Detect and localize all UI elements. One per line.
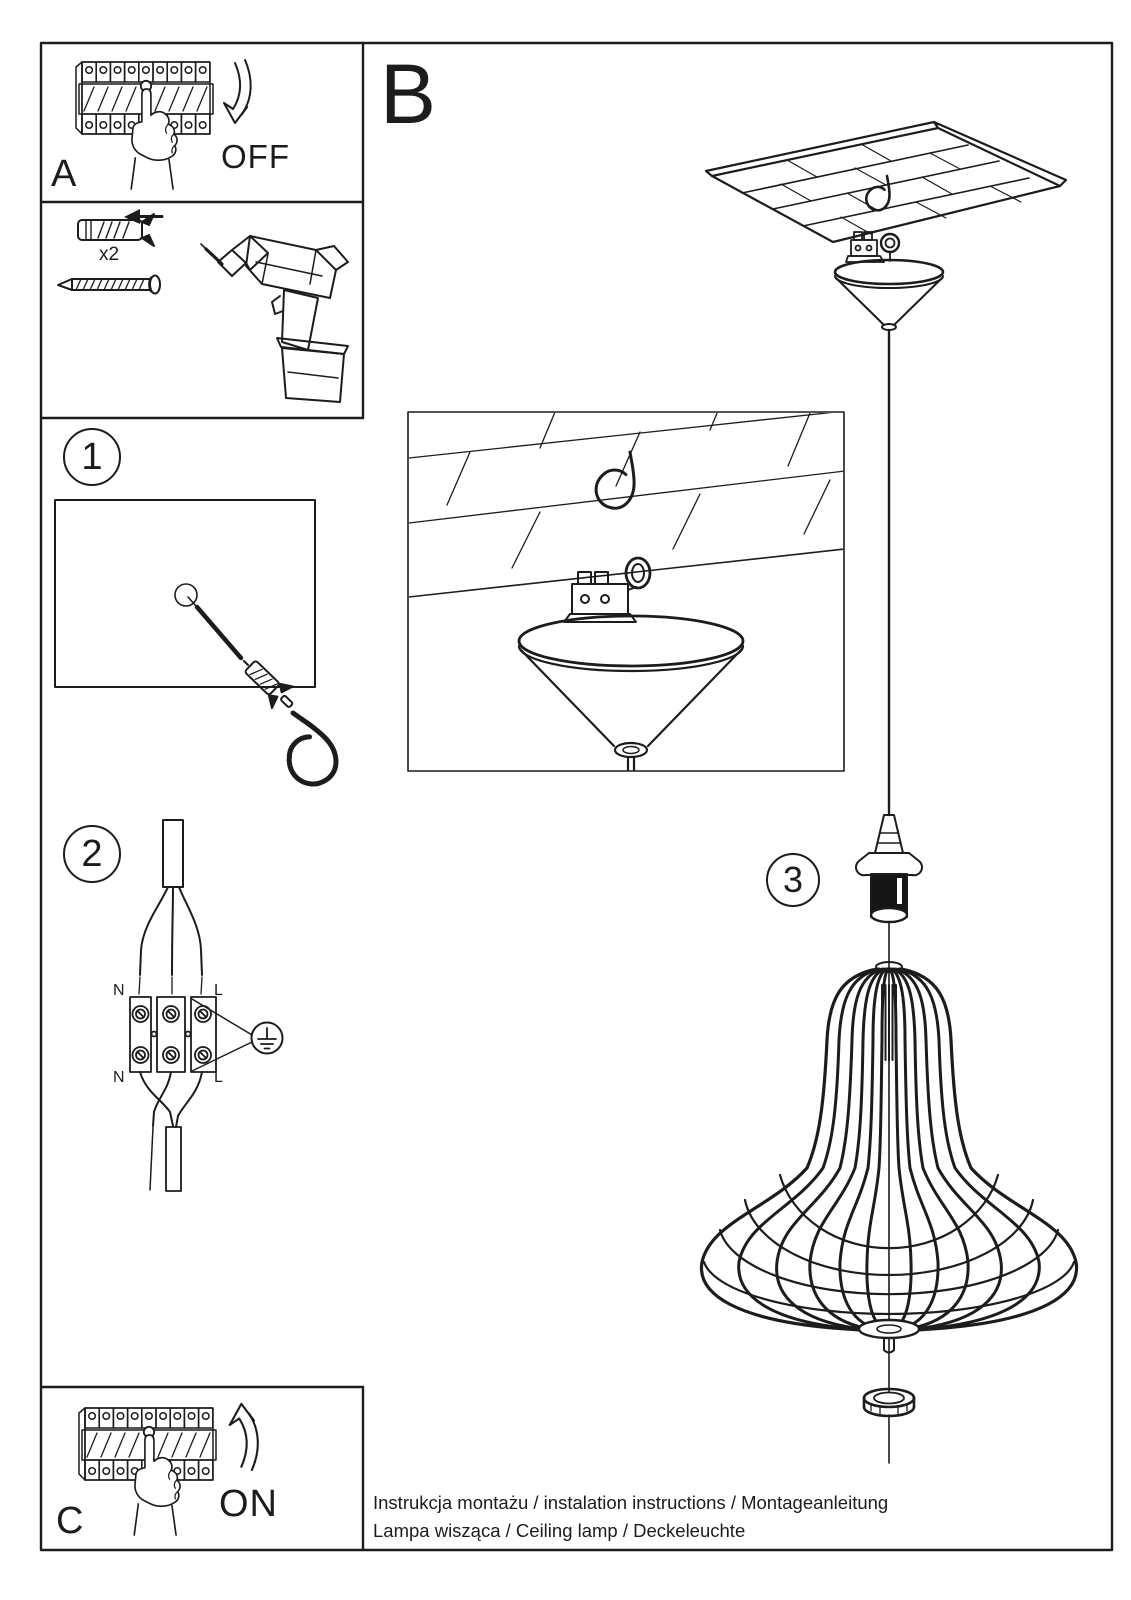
step-3-badge — [766, 853, 820, 907]
step1-illustration — [55, 500, 347, 794]
drill-bit-icon — [197, 607, 241, 658]
page-frames — [41, 43, 1112, 1550]
wall-plug-icon — [78, 209, 162, 246]
screw-icon — [58, 276, 160, 294]
panel-b-label: B — [380, 47, 437, 141]
anchor-quantity-label: x2 — [99, 244, 120, 265]
ceiling-surface — [55, 500, 315, 687]
ceiling-canopy — [835, 260, 943, 330]
step-2-number: 2 — [81, 832, 103, 875]
step2-illustration — [130, 820, 283, 1191]
drill-icon — [201, 236, 348, 402]
tools-illustration — [58, 209, 348, 402]
panel-b-illustration — [701, 122, 1076, 1463]
inset-frame — [408, 412, 844, 771]
inset-detail-illustration — [408, 382, 845, 771]
pointing-hand-icon — [134, 1435, 180, 1535]
arrow-down-icon — [224, 60, 251, 123]
neutral-label-top: N — [113, 982, 125, 999]
pointing-hand-icon — [131, 89, 177, 189]
hanger-bracket — [846, 232, 899, 262]
line-label-top: L — [214, 982, 223, 999]
on-label: ON — [219, 1483, 278, 1525]
ceiling-hook-icon — [263, 709, 348, 794]
lamp-cable — [166, 1127, 181, 1191]
footer-captions — [373, 1489, 1093, 1544]
terminal-block — [130, 997, 216, 1072]
footer-line-1: Instrukcja montażu / instalation instructions / Montageanleitung — [373, 1492, 889, 1513]
earth-symbol-icon — [252, 1023, 283, 1054]
inset-canopy — [519, 616, 743, 770]
panel-a-label: A — [51, 153, 77, 195]
wall-plug-angled-icon — [240, 655, 302, 716]
step-3-number: 3 — [782, 859, 804, 900]
inset-hanger-bracket — [564, 558, 650, 622]
shade-bottom-hub — [859, 1320, 919, 1338]
step-1-number: 1 — [81, 435, 103, 478]
step-2-badge — [63, 825, 121, 883]
off-label: OFF — [221, 138, 290, 175]
ceiling-panel — [706, 122, 1066, 242]
earth-wire — [150, 1127, 153, 1190]
threaded-ring — [864, 1389, 914, 1416]
terminal-screws — [133, 1006, 212, 1063]
neutral-label-bottom: N — [113, 1069, 125, 1086]
mains-cable — [163, 820, 183, 887]
lamp-socket — [856, 815, 922, 922]
step-1-badge — [63, 428, 121, 486]
arrow-up-icon — [230, 1404, 258, 1470]
footer-line-2: Lampa wisząca / Ceiling lamp / Deckeleuchte — [373, 1519, 746, 1541]
line-label-bottom: L — [214, 1069, 223, 1086]
panel-c-label: C — [56, 1500, 84, 1542]
